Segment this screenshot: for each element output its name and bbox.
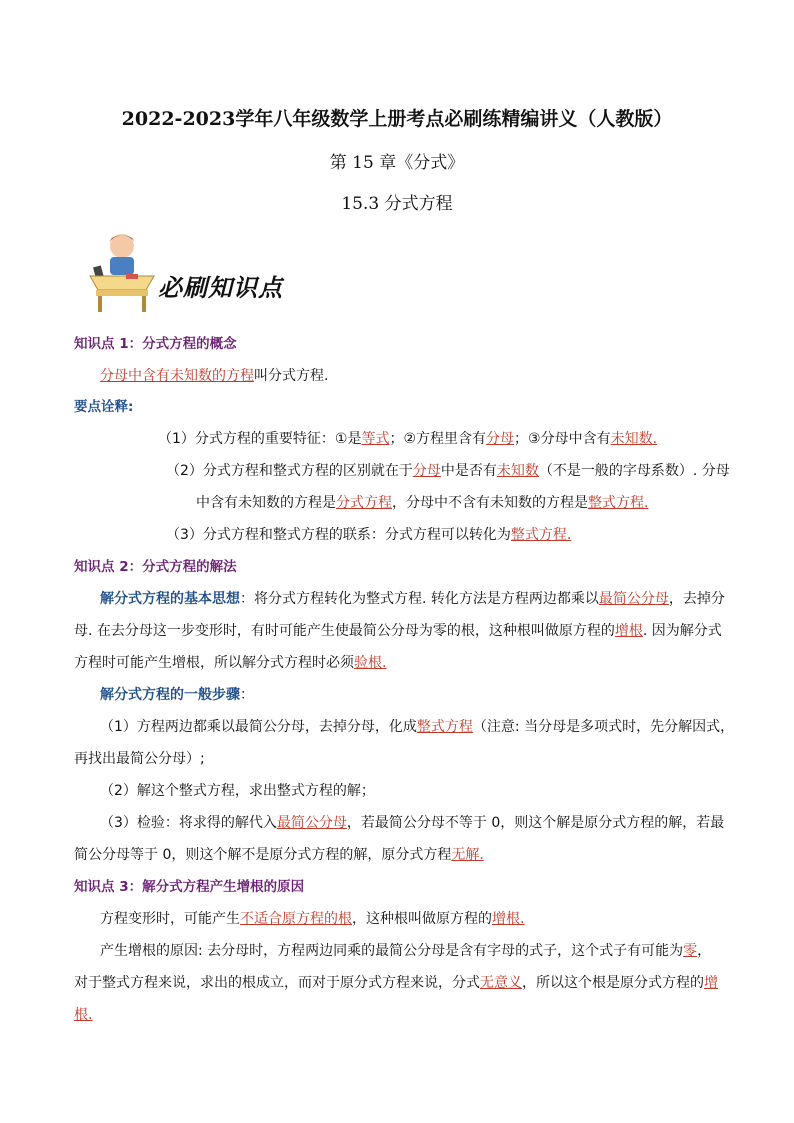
kp1-heading: 知识点 1：分式方程的概念 bbox=[74, 336, 237, 352]
kp2-step-3-cont: 简公分母等于 0，则这个解不是原分式方程的解，原分式方程无解. bbox=[74, 847, 484, 863]
kp2-para-2: 母. 在去分母这一步变形时，有时可能产生使最简公分母为零的根，这种根叫做原方程的增根. 因为解分式 bbox=[74, 623, 722, 639]
kp3-para-2: 产生增根的原因: 去分母时，方程两边同乘的最简公分母是含有字母的式子，这个式子有可能为零， bbox=[100, 943, 712, 959]
kp2-step-2: （2）解这个整式方程，求出整式方程的解； bbox=[100, 783, 375, 799]
kp3-para-1: 方程变形时，可能产生不适合原方程的根，这种根叫做原方程的增根. bbox=[100, 911, 525, 927]
kp2-step-1-cont: 再找出最简公分母）; bbox=[74, 751, 205, 767]
kp1-note-2-cont: 中含有未知数的方程是分式方程，分母中不含有未知数的方程是整式方程. bbox=[196, 495, 649, 511]
kp1-note-3: （3）分式方程和整式方程的联系：分式方程可以转化为整式方程. bbox=[166, 527, 572, 543]
kp2-step-1: （1）方程两边都乘以最简公分母，去掉分母，化成整式方程（注意: 当分母是多项式时，先分解因式， bbox=[100, 719, 735, 735]
document-title: 2022-2023学年八年级数学上册考点必刷练精编讲义（人教版） bbox=[121, 108, 673, 130]
student-mascot-icon bbox=[82, 230, 162, 314]
section-title: 15.3 分式方程 bbox=[341, 194, 453, 214]
kp2-para-3: 方程时可能产生增根，所以解分式方程时必须验根. bbox=[74, 655, 387, 671]
chapter-title: 第 15 章《分式》 bbox=[329, 153, 465, 173]
kp3-para-4: 根. bbox=[74, 1007, 93, 1023]
kp1-notes-heading: 要点诠释: bbox=[74, 399, 134, 415]
banner-label: 必刷知识点 bbox=[158, 274, 283, 302]
kp1-note-1: （1）分式方程的重要特征：①是等式；②方程里含有分母；③分母中含有未知数. bbox=[158, 431, 658, 447]
kp2-para-1: 解分式方程的基本思想：将分式方程转化为整式方程. 转化方法是方程两边都乘以最简公分母，去掉分 bbox=[100, 591, 725, 607]
kp1-definition: 分母中含有未知数的方程叫分式方程. bbox=[100, 368, 329, 384]
kp3-para-3: 对于整式方程来说，求出的根成立，而对于原分式方程来说，分式无意义，所以这个根是原分式方程的增 bbox=[74, 975, 718, 991]
kp2-heading: 知识点 2：分式方程的解法 bbox=[74, 559, 237, 575]
kp2-steps-heading: 解分式方程的一般步骤： bbox=[100, 687, 254, 703]
kp2-step-3: （3）检验：将求得的解代入最简公分母，若最简公分母不等于 0，则这个解是原分式方程的解，若最 bbox=[100, 815, 725, 831]
kp1-note-2: （2）分式方程和整式方程的区别就在于分母中是否有未知数（不是一般的字母系数）. 分母 bbox=[166, 463, 730, 479]
kp3-heading: 知识点 3：解分式方程产生增根的原因 bbox=[74, 879, 305, 895]
